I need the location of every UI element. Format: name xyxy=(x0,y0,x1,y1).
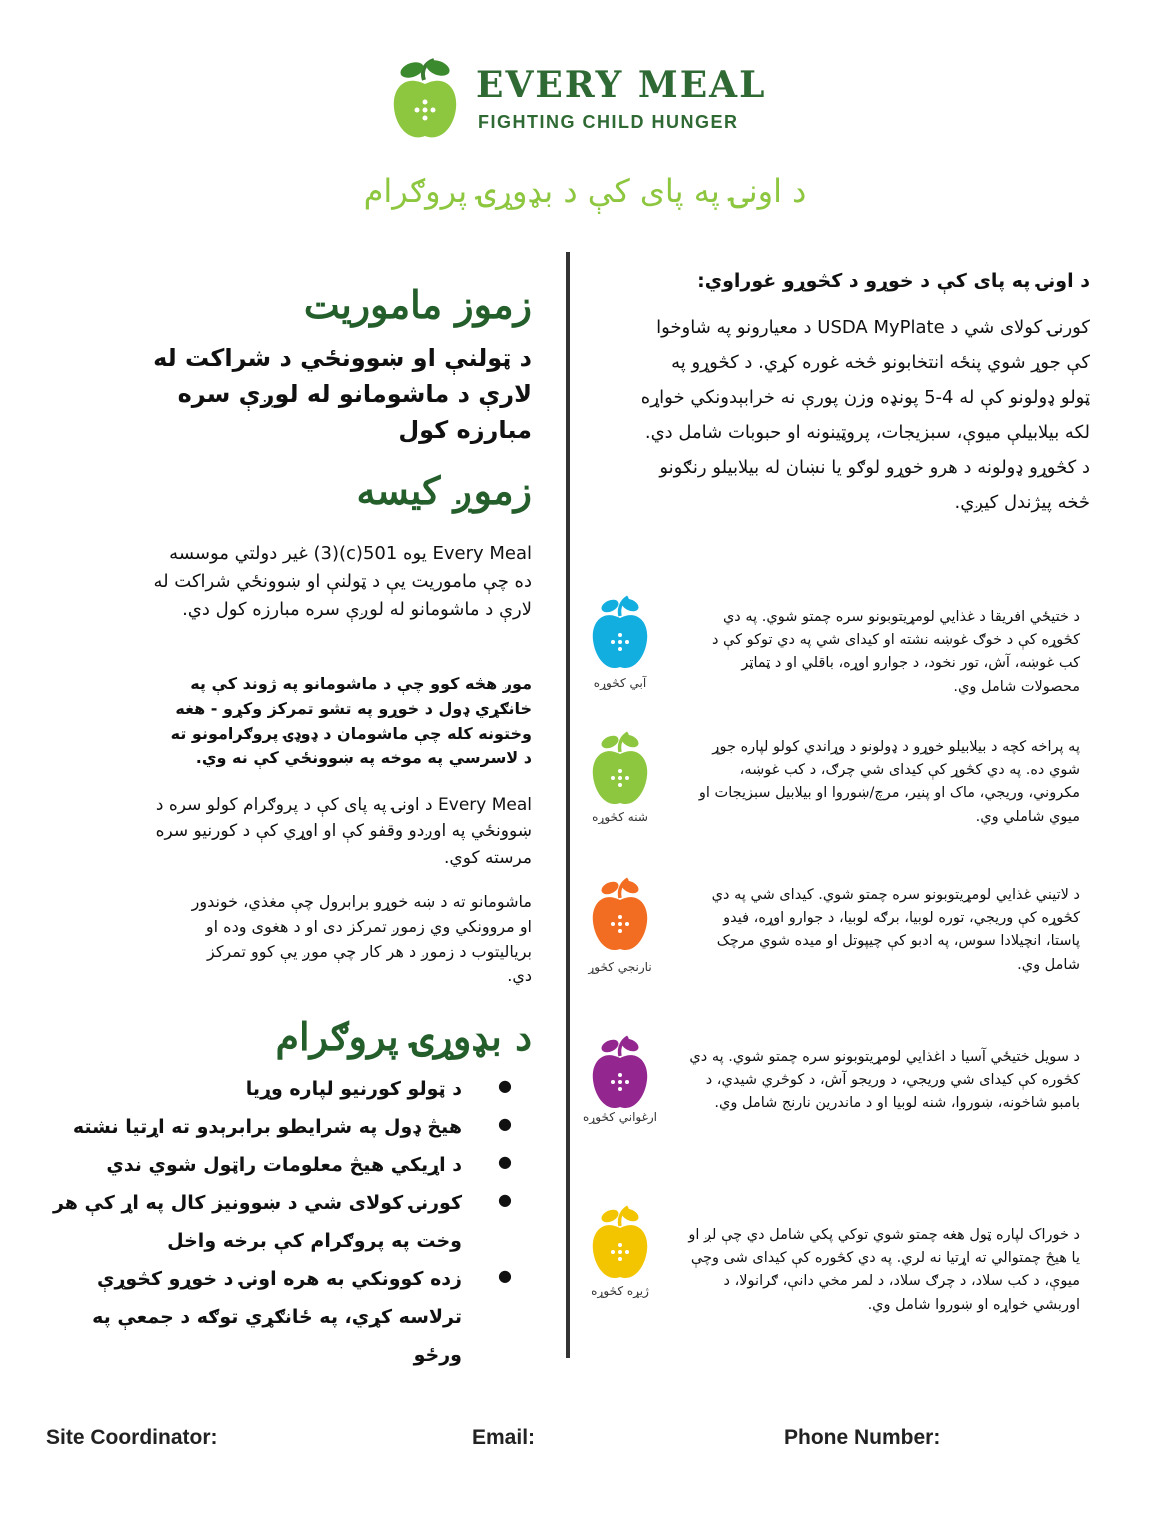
bag-label: شنه کڅوړه xyxy=(592,810,648,824)
story-heading: زموږ کیسه xyxy=(356,468,532,513)
bag-label: نارنجي کڅوړ xyxy=(588,960,652,974)
list-item: ● زده کوونکي به هره اونۍ د خوړو کڅوړې ترلاسه کړي، په ځانګړي توګه د جمعې په ورځو xyxy=(40,1260,532,1374)
bag-option-purple xyxy=(582,1034,1080,1174)
orange-apple-icon xyxy=(590,876,650,954)
site-coordinator-label: Site Coordinator: xyxy=(46,1426,218,1449)
bag-options-intro: کورنۍ کولای شي د USDA MyPlate د معیارونو په شاوخوا کې جوړ شوي پنځه انتخابونو څخه غوره کړي. د کڅوړو په ټولو ډولونو کې له 4-5 پونډه وزن پورې نه خرابېدونکي خواړه لکه بیلابیلې میوې، سبزیجات، پروټینونه او حبوبات شامل دي. د کڅوړو ډولونه د هرو خوړو لوګو یا نښان له بیلابیلو رنګونو څخه پیژندل کیږي. xyxy=(640,317,1090,514)
bag-description: د خوراک لپاره ټول هغه چمتو شوي توکي پکي شامل دي چې لږ او یا هیڅ چمتوالي ته اړتیا نه لري. په دي کڅوره کې کیدای شی وچې میوې، د کب سلاد، د چرګ سلاد، د لمر مخي دانې، ګرانولا، د اوربشي خواړه او ښوروا شامل وي. xyxy=(688,1227,1080,1313)
apple-logo-icon xyxy=(390,58,460,142)
bag-description: د ختیځي افریقا د غذایي لومړیتوبونو سره چمتو شوي. په دي کڅوړه کې د خوګ غوښه نشته او کیدای شي په دي توکو کې د کب غوښه، آش، تور نخود، د جوارو اوړه، باقلي او د ټماټر محصولات شامل وي. xyxy=(711,609,1080,695)
email-label: Email: xyxy=(472,1426,536,1449)
bag-options-heading: د اونۍ په پای کې د خوړو د کڅوړو غوراوي: xyxy=(697,270,1090,292)
column-divider xyxy=(566,252,570,1358)
bag-description: په پراخه کچه د بیلابیلو خوړو د ډولونو د وړاندي کولو لپاره جوړ شوي ده. په دي کڅوړ کې کیدای شي چرګ، د کب غوښه، مکروني، وریجي، ماک او پنیر، مرچ/ښوروا او بیلابیل سبزیجات او میوي شاملي وي. xyxy=(698,739,1080,825)
bag-option-orange xyxy=(590,876,1080,1016)
story-paragraph-2: موږ هڅه کوو چې د ماشومانو په ژوند کې په خانګړي ډول د خوړو په تشو تمرکز وکړو - هغه وختونه کله چې ماشومان د ډوډۍ پروګرامونو ته د لاسرسي په موخه په ښوونځي کې نه وي. xyxy=(170,674,532,768)
list-item: ● د اړيکي هيڅ معلومات راټول شوي ندي xyxy=(40,1146,532,1184)
program-heading: د بډوړۍ پروګرام xyxy=(275,1014,532,1059)
logo-subtitle: FIGHTING CHILD HUNGER xyxy=(478,112,739,132)
mission-text: د ټولنې او ښوونځي د شراکت له لارې د ماشومانو له لوږې سره مبارزه کول xyxy=(153,344,532,444)
purple-apple-icon xyxy=(590,1034,650,1112)
bag-description: د لاتیني غذايي لومړیتوبونو سره چمتو شوي. کیدای شي په دي کڅوړه کې وریجي، توره لوبیا، برګه لوبیا، د جوارو اوړه، فیدو پاستا، انچیلادا سوس، په ادبو کې چیپوتل او میده شوي مرچک شامل وي. xyxy=(711,887,1080,973)
mission-heading: زموز ماموریت xyxy=(303,282,532,327)
story-paragraph-4: ماشومانو ته د ښه خوړو برابرول چې مغذي، خوندور او مروونکي وي زموږ تمرکز دی او د هغوی وده او بریالیتوب د زموږ د هر کار چې موږ يې کوو تمرکز دي. xyxy=(191,892,532,986)
list-item: ● هيڅ ډول په شرايطو برابرېدو ته اړتيا نشته xyxy=(40,1108,532,1146)
bag-label: ژیړه کڅوړه xyxy=(591,1284,649,1298)
bag-label: ارغواني کڅوړه xyxy=(582,1110,657,1124)
every-meal-logo xyxy=(390,58,790,148)
story-paragraph-3: Every Meal د اونۍ په پای کې د پروګرام کولو سره د ښوونځي په اوږدو وقفو کې او اوړي کې د کورنيو سره مرسته کوي. xyxy=(155,795,532,868)
yellow-apple-icon xyxy=(590,1204,650,1282)
list-item: ● د ټولو کورنيو لپاره وړيا xyxy=(40,1070,532,1108)
blue-apple-icon xyxy=(590,594,650,672)
page-title: د اونۍ په پای کې د بډوړۍ پروګرام xyxy=(363,172,807,210)
program-features-list xyxy=(40,1070,532,1374)
bag-description: د سویل ختیځي آسیا د اغذايي لومړیتوبونو سره چمتو شوي. په دي کڅوره کې کیدای شي وریجي، د وریجو آش، د کوڅري شیدي، د بامبو شاخونه، ښوروا، شنه لوبیا او د ماندرین نارنج شامل وي. xyxy=(689,1049,1080,1112)
bag-option-yellow xyxy=(590,1204,1080,1344)
list-item: ● کورنۍ کولای شي د ښوونیز کال په اړ کې هر وخت په پروګرام کې برخه واخل xyxy=(40,1184,532,1260)
story-paragraph-1: Every Meal يوه 501(c)(3) غير دولتي موسسه ده چې ماموريت يې د ټولنې او ښوونځي شراکت له لارې د ماشومانو له لوږې سره مبارزه کول دي. xyxy=(153,543,532,620)
logo-title: EVERY MEAL xyxy=(476,64,767,106)
bag-option-green xyxy=(590,730,1080,870)
bag-label: آبي کڅوړه xyxy=(593,676,647,690)
green-apple-icon xyxy=(590,730,650,808)
bag-option-blue xyxy=(590,594,1080,734)
phone-number-label: Phone Number: xyxy=(784,1426,941,1449)
